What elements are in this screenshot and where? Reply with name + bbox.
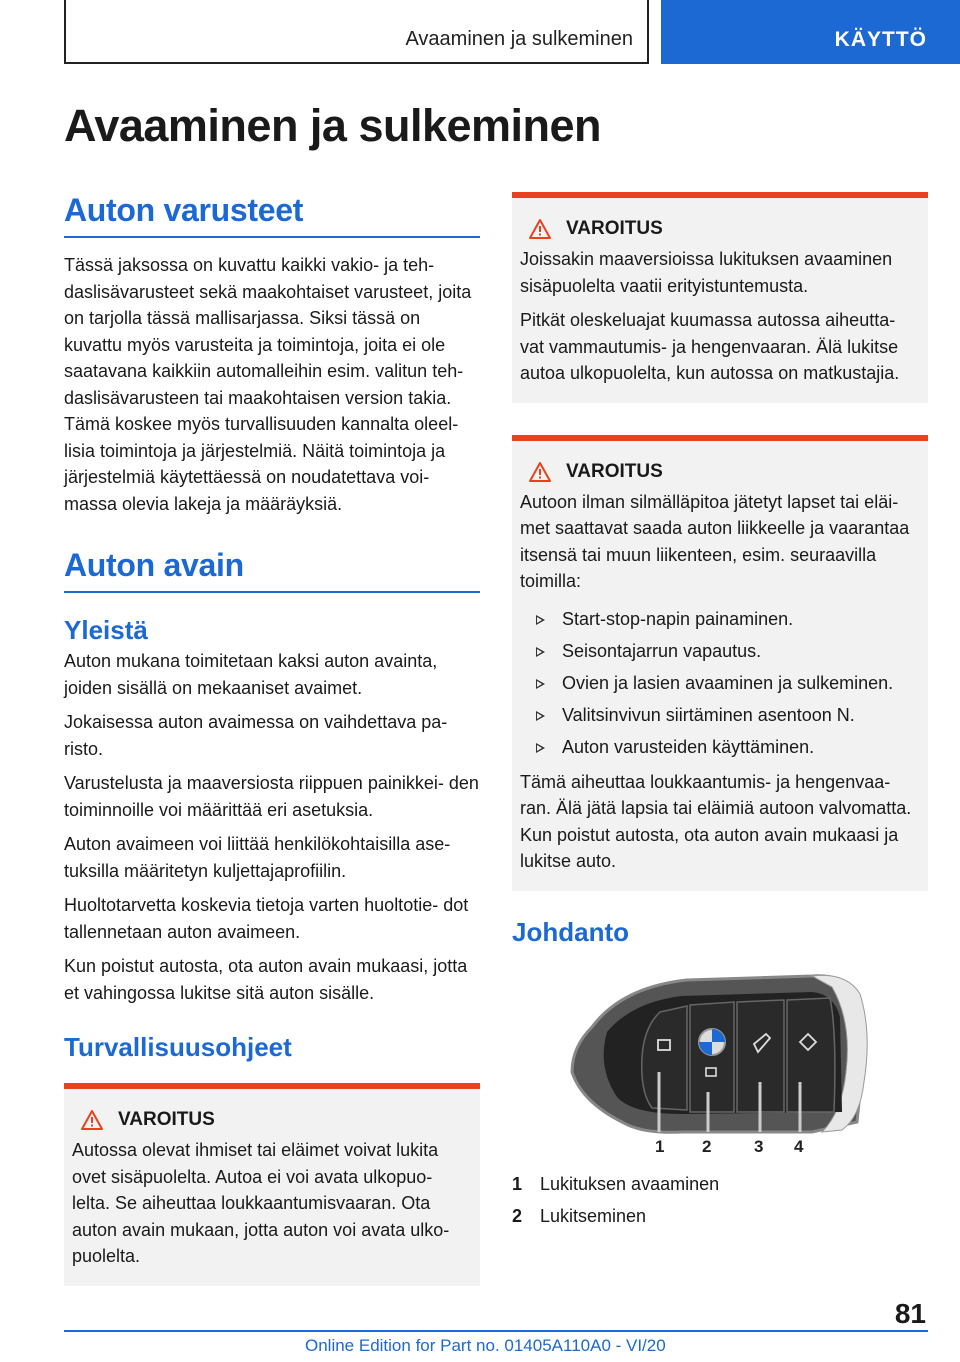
heading-yleista: Yleistä <box>64 615 148 645</box>
list-item <box>530 667 920 699</box>
warning-intro: Autoon ilman silmälläpitoa jätetyt lapset tai eläi- met saattavat saada auton liikkeelle ja vaarantaa itsensä tai muun liikenteen, esim. seuraavilla toimilla: <box>520 491 910 591</box>
footer-divider <box>64 1330 928 1332</box>
heading-johdanto: Johdanto <box>512 916 629 947</box>
paragraph-yleista-4: Auton avaimeen voi liittää henkilökohtaisilla ase- tuksilla määritetyn kuljettajaprofiilin. <box>64 834 451 881</box>
figure-label-4: 4 <box>794 1136 804 1156</box>
figure-label-2: 2 <box>702 1136 712 1156</box>
bullet-triangle-icon <box>536 711 545 721</box>
warning-outro: Tämä aiheuttaa loukkaantumis- ja hengenvaa- ran. Älä jätä lapsia tai eläimiä autoon valvomatta. Kun poistut autosta, ota auton avain mukaasi ja lukitse auto. <box>520 771 912 871</box>
legend-text: Lukituksen avaaminen <box>540 1173 720 1194</box>
warning-header <box>528 461 920 483</box>
footer-edition: Online Edition for Part no. 01405A110A0 - VI/20 <box>305 1336 666 1355</box>
header-section-title: Avaaminen ja sulkeminen <box>405 28 633 50</box>
warning-header <box>80 1109 472 1131</box>
page-number: 81 <box>894 1298 926 1329</box>
page-title: Avaaminen ja sulkeminen <box>64 100 602 151</box>
list-item-text: Auton varusteiden käyttäminen. <box>562 736 815 757</box>
paragraph-varusteet: Tässä jaksossa on kuvattu kaikki vakio- ja teh- daslisävarusteet sekä maakohtaiset varusteet, joita on tarjolla tässä mallisarjassa. Siksi tässä on kuvattu myös varusteita ja toimintoja, joita ei ole saatavana kaikkiin automalleihin esim. valitun teh- daslisävarusteen tai maakohtaisen version takia. Tämä koskee myös turvallisuuden kannalta oleel- lisia toimintoja ja järjestelmiä. Näitä toimintoja ja järjestelmiä käytettäessä on noudatettava voi- massa olevia lakeja ja määräyksiä. <box>64 255 472 514</box>
warning-title: VAROITUS <box>566 218 663 239</box>
bullet-triangle-icon <box>536 743 545 753</box>
figure-legend <box>512 1168 928 1232</box>
warning-box-2 <box>512 192 928 403</box>
figure-label-1: 1 <box>655 1136 665 1156</box>
warning-triangle-icon <box>80 1109 104 1131</box>
warning-text: Autossa olevat ihmiset tai eläimet voivat lukita ovet sisäpuolelta. Autoa ei voi avata ulkopuo- lelta. Se aiheuttaa loukkaantumisvaaran. Ota auton avain mukaan, jotta auton voi avata ulko- puolelta. <box>72 1140 450 1266</box>
list-item-text: Start-stop-napin painaminen. <box>562 608 794 629</box>
bullet-triangle-icon <box>536 615 545 625</box>
header-chapter-tab <box>661 0 960 64</box>
paragraph-yleista-2: Jokaisessa auton avaimessa on vaihdettava pa- risto. <box>64 712 448 759</box>
warning-triangle-icon <box>528 218 552 240</box>
figure-label-3: 3 <box>754 1136 764 1156</box>
list-item <box>530 731 920 763</box>
paragraph-yleista-6: Kun poistut autosta, ota auton avain mukaasi, jotta et vahingossa lukitse sitä auton sisälle. <box>64 956 468 1003</box>
warning-text-1: Joissakin maaversioissa lukituksen avaaminen sisäpuolelta vaatii erityistuntemusta. <box>520 249 893 296</box>
list-item-text: Seisontajarrun vapautus. <box>562 640 762 661</box>
legend-text: Lukitseminen <box>540 1205 647 1226</box>
list-item-text: Ovien ja lasien avaaminen ja sulkeminen. <box>562 672 894 693</box>
warning-text-2: Pitkät oleskeluajat kuumassa autossa aiheutta- vat vammautumis- ja hengenvaaran. Älä lukitse autoa ulkopuolelta, kun autossa on matkustajia. <box>520 310 900 383</box>
legend-item <box>512 1200 928 1232</box>
list-item <box>530 603 920 635</box>
paragraph-yleista-1: Auton mukana toimitetaan kaksi auton avainta, joiden sisällä on mekaaniset avaimet. <box>64 651 438 698</box>
paragraph-yleista-3: Varustelusta ja maaversiosta riippuen painikkei- den toiminnoille voi määrittää eri asetuksia. <box>64 773 479 820</box>
legend-number: 2 <box>512 1205 523 1226</box>
warning-header <box>528 218 920 240</box>
bullet-triangle-icon <box>536 647 545 657</box>
car-key-figure <box>512 972 928 1162</box>
legend-number: 1 <box>512 1173 523 1194</box>
warning-bullet-list <box>530 603 920 763</box>
heading-auton-avain: Auton avain <box>64 547 480 593</box>
left-column <box>64 192 480 1286</box>
heading-auton-varusteet: Auton varusteet <box>64 192 480 238</box>
warning-box-3 <box>512 435 928 891</box>
header-section-box <box>64 0 649 64</box>
right-column <box>512 192 928 1232</box>
legend-item <box>512 1168 928 1200</box>
list-item <box>530 635 920 667</box>
paragraph-yleista-5: Huoltotarvetta koskevia tietoja varten huoltotie- dot tallennetaan auton avaimeen. <box>64 895 469 942</box>
warning-title: VAROITUS <box>118 1109 215 1130</box>
list-item <box>530 699 920 731</box>
bullet-triangle-icon <box>536 679 545 689</box>
warning-title: VAROITUS <box>566 460 663 482</box>
warning-box-1 <box>64 1083 480 1286</box>
heading-turvallisuusohjeet: Turvallisuusohjeet <box>64 1032 292 1062</box>
header-chapter-label: KÄYTTÖ <box>834 28 927 51</box>
list-item-text: Valitsinvivun siirtäminen asentoon N. <box>562 704 855 725</box>
warning-triangle-icon <box>528 461 552 483</box>
